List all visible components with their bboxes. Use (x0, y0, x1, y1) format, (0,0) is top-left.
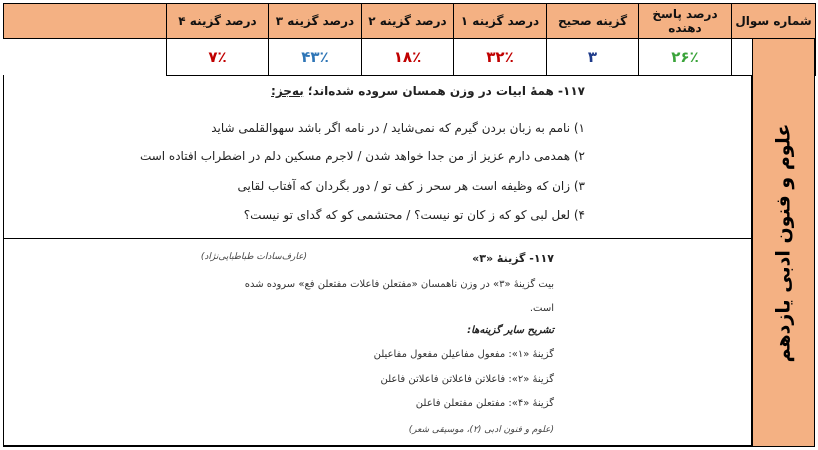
answer-subheading: تشریح سایر گزینه‌ها: (467, 325, 554, 336)
col-option-2-percent: درصد گزینه ۲ (362, 4, 454, 39)
value-option-3-percent: ۴۳٪ (269, 39, 362, 76)
answer-box (3, 238, 752, 447)
col-question-number: شماره سوال (732, 4, 816, 39)
answer-other-option-1: گزینهٔ «۱»: مفعول مفاعیلن مفعول مفاعیلن (373, 349, 554, 360)
question-option-4: ۴) لعل لبی کو که ز کان تو نیست؟ / محتشمی کو که گدای تو نیست؟ (243, 208, 585, 222)
col-respondent-percent: درصد پاسخ دهنده (639, 4, 732, 39)
answer-other-option-4: گزینهٔ «۴»: مفتعلن مفتعلن فاعلن (415, 398, 554, 409)
question-title-text: ۱۱۷- همهٔ ابیات در وزن همسان سروده شده‌اند؛ (307, 84, 585, 98)
value-option-4-percent: ۷٪ (167, 39, 269, 76)
stats-table (3, 3, 816, 76)
answer-body-line-2: است. (529, 303, 554, 314)
question-title-emphasis: به‌جز: (271, 84, 304, 98)
answer-other-option-2: گزینهٔ «۲»: فاعلاتن فاعلاتن فاعلاتن فاعلن (380, 374, 554, 385)
col-option-1-percent: درصد گزینه ۱ (454, 4, 547, 39)
stats-value-row (4, 39, 816, 76)
value-option-2-percent: ۱۸٪ (362, 39, 454, 76)
col-option-3-percent: درصد گزینه ۳ (269, 4, 362, 39)
value-correct-option: ۳ (547, 39, 639, 76)
question-title (271, 84, 585, 98)
col-option-4-percent: درصد گزینه ۴ (167, 4, 269, 39)
stats-header-row (4, 4, 816, 39)
question-option-1: ۱) نامم به زبان بردن گیرم که نمی‌شاید / در نامه اگر باشد سهوالقلمی شاید (211, 121, 585, 135)
question-option-3: ۳) زان که وظیفه است هر سحر ز کف تو / دور بگردان که آفتاب لقایی (237, 179, 585, 193)
stats-header-spacer (4, 4, 167, 39)
stats-value-spacer (4, 39, 167, 76)
answer-author: (عارف‌سادات طباطبایی‌نژاد) (200, 252, 307, 262)
question-box (3, 75, 752, 239)
answer-source: (علوم و فنون ادبی (۲)، موسیقی شعر) (408, 425, 554, 435)
question-option-2: ۲) همدمی دارم عزیز از من جدا خواهد شدن / لاجرم مسکین دلم در اضطراب افتاده است (139, 149, 585, 163)
answer-body-line-1: بیت گزینهٔ «۳» در وزن ناهمسان «مفتعلن فاعلات مفتعلن فع» سروده شده (244, 279, 554, 290)
subject-label-panel (752, 38, 815, 447)
col-correct-option: گزینه صحیح (547, 4, 639, 39)
value-option-1-percent: ۳۲٪ (454, 39, 547, 76)
answer-title: ۱۱۷- گزینهٔ «۳» (472, 252, 554, 265)
subject-label: علوم و فنون ادبی یازدهم (772, 123, 795, 362)
value-respondent-percent: ۲۶٪ (639, 39, 732, 76)
